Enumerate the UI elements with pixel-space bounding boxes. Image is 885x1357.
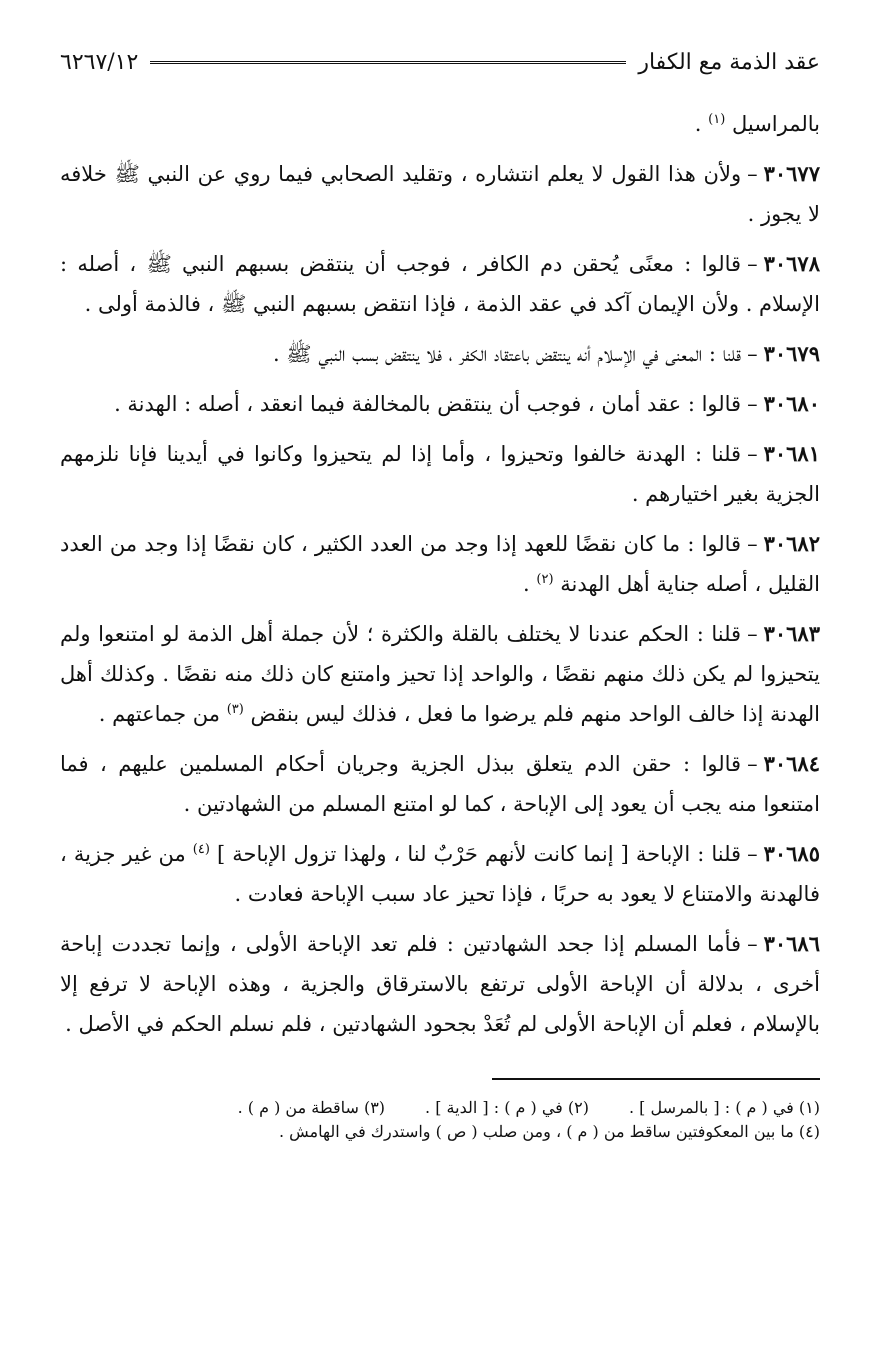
paragraph-number: ٣٠٦٨٥	[763, 841, 820, 866]
paragraph-continuation: بالمراسيل $^{(١)}$ .	[694, 112, 820, 136]
footnote-4: (٤) ما بين المعكوفتين ساقط من ( م ) ، ومن صلب ( ص ) واستدرك في الهامش .	[278, 1122, 820, 1141]
paragraph-number: ٣٠٦٧٧	[763, 161, 820, 186]
book-page	[60, 40, 820, 1330]
paragraph-30686: ٣٠٦٨٦–فأما المسلم إذا جحد الشهادتين : فلم تعد الإباحة الأولى ، وإنما تجددت إباحة أخرى ، بدلالة أن الإباحة الأولى ترتفع بالاسترقاق والجزية ، وهذه الإباحة لا ترفع إلا بالإسلام ، فعلم أن الإباحة الأولى لم تُعَدْ بجحود الشهادتين ، فلم نسلم الحكم في الأصل .	[60, 931, 820, 1036]
paragraph-30683: ٣٠٦٨٣–قلنا : الحكم عندنا لا يختلف بالقلة والكثرة ؛ لأن جملة أهل الذمة لو امتنعوا ولم يتحيزوا لم يكن ذلك منهم نقضًا ، والواحد إذا تحيز وامتنع كان ذلك منه نقضًا . وكذلك أهل الهدنة إذا خالف الواحد منهم فلم يرضوا ما فعل ، فذلك ليس بنقض $^{(٣)}$ من جماعتهم .	[60, 621, 820, 726]
footnote-3: (٣) ساقطة من ( م ) .	[237, 1098, 386, 1117]
footnote-separator	[492, 1078, 820, 1080]
paragraph-30677: ٣٠٦٧٧–ولأن هذا القول لا يعلم انتشاره ، وتقليد الصحابي فيما روي عن النبي ﷺ خلافه لا يجوز .	[60, 161, 820, 226]
footnote-row	[60, 1096, 820, 1120]
paragraph-number: ٣٠٦٨٦	[763, 931, 820, 956]
paragraph-number: ٣٠٦٨٣	[763, 621, 820, 646]
paragraph-30684: ٣٠٦٨٤–قالوا : حقن الدم يتعلق ببذل الجزية وجريان أحكام المسلمين عليهم ، فما امتنعوا منه يجب أن يعود إلى الإباحة ، كما لو امتنع المسلم من الشهادتين .	[60, 751, 820, 816]
paragraph-30680: ٣٠٦٨٠–قالوا : عقد أمان ، فوجب أن ينتقض بالمخالفة فيما انعقد ، أصله : الهدنة .	[114, 391, 820, 416]
paragraph-30681: ٣٠٦٨١–قلنا : الهدنة خالفوا وتحيزوا ، وأما إذا لم يتحيزوا وكانوا في أيدينا فإنا نلزمهم الجزية بغير اختيارهم .	[60, 441, 820, 506]
paragraph-30685: ٣٠٦٨٥–قلنا : الإباحة [ إنما كانت لأنهم حَرْبٌ لنا ، ولهذا تزول الإباحة ] $^{(٤)}$ من غير جزية ، فالهدنة والامتناع لا يعود به حربًا ، فإذا تحيز عاد سبب الإباحة فعادت .	[60, 841, 820, 906]
footnote-row	[60, 1120, 820, 1144]
footnote-2: (٢) في ( م ) : [ الدية ] .	[425, 1098, 589, 1117]
footnote-marker[interactable]: (١)	[708, 112, 726, 127]
paragraph-number: ٣٠٦٨٢	[763, 531, 820, 556]
footnote-marker[interactable]: (٣)	[226, 702, 244, 717]
paragraph-number: ٣٠٦٧٨	[763, 251, 820, 276]
paragraph-30679: ٣٠٦٧٩–قلنا : المعنى في الإسلام أنه ينتقض باعتقاد الكفر ، فلا ينتقض بسب النبي ﷺ .	[272, 341, 820, 366]
header-rule	[150, 61, 626, 64]
paragraph-number: ٣٠٦٧٩	[763, 341, 820, 366]
main-text	[60, 104, 820, 1044]
running-header	[60, 40, 820, 84]
paragraph-number: ٣٠٦٨١	[763, 441, 820, 466]
footnote-marker[interactable]: (٤)	[192, 842, 210, 857]
footnote-1: (١) في ( م ) : [ بالمرسل ] .	[629, 1098, 820, 1117]
paragraph-number: ٣٠٦٨٠	[763, 391, 820, 416]
page-reference: ٦٢٦٧/١٢	[60, 49, 139, 75]
paragraph-30678: ٣٠٦٧٨–قالوا : معنًى يُحقن دم الكافر ، فوجب أن ينتقض بسبهم النبي ﷺ ، أصله : الإسلام . ولأن الإيمان آكد في عقد الذمة ، فإذا انتقض بسبهم النبي ﷺ ، فالذمة أولى .	[60, 251, 820, 316]
footnote-marker[interactable]: (٢)	[536, 572, 554, 587]
chapter-title: عقد الذمة مع الكفار	[638, 49, 820, 75]
paragraph-number: ٣٠٦٨٤	[763, 751, 820, 776]
footnotes	[60, 1096, 820, 1144]
paragraph-30682: ٣٠٦٨٢–قالوا : ما كان نقضًا للعهد إذا وجد من العدد الكثير ، كان نقضًا إذا وجد من العدد القليل ، أصله جناية أهل الهدنة $^{(٢)}$ .	[60, 531, 820, 596]
